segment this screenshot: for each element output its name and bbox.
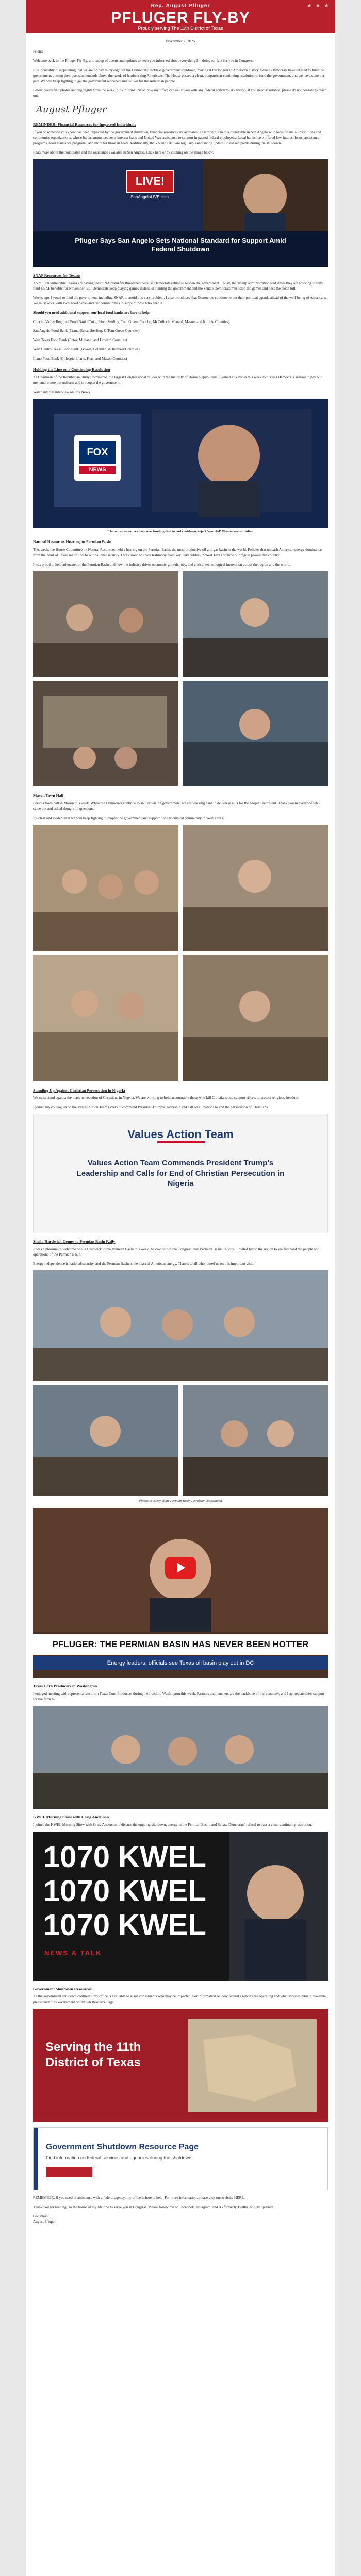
greeting: Friend, xyxy=(33,49,44,54)
resource-page-title: Government Shutdown Resource Page xyxy=(46,2142,199,2151)
kwel-logo-2: 1070 KWEL xyxy=(43,1874,206,1908)
thanks-text: Thank you for reading. To the honor of my lifetime to serve you in Congress. Please follow me on Facebook, Instagram, and X (formerly Twitter) to stay updated. xyxy=(33,2205,274,2209)
kwel-paragraph: I joined the KWEL Morning Show with Craig Anderson to discuss the ongoing shutdown, energy in the Permian Basin, and Senate Democrats' refusal to pass a clean continuing resolution. xyxy=(33,1822,313,1827)
intro-paragraph-3: Below, you'll find photos and highlights from the week, plus information on how my office can assist you with any federal concerns. As always, if you need assistance, please do not hesitate to reach out. xyxy=(33,88,327,98)
basin-caption: Photos courtesy of the Permian Basin Petroleum Association xyxy=(139,1499,222,1503)
hearing-photo xyxy=(33,571,178,677)
vat-headline: Values Action Team Commends President Trump's Leadership and Calls for End of Christian Persecution in Nigeria xyxy=(76,1158,285,1189)
shutdown-resources-heading: Government Shutdown Resources xyxy=(33,1986,92,1991)
fox-caption: House conservatives bash new funding deal to end shutdown, reject 'wasteful' Obamacare subsidies xyxy=(108,529,253,533)
fox-paragraph-2: Watch my full interview on Fox News. xyxy=(33,389,91,394)
reminder-more: Read more about the roundtable and the assistance available in San Angelo. Click here or by clicking on the image below. xyxy=(33,150,214,155)
kwel-logo-1: 1070 KWEL xyxy=(43,1840,206,1874)
mason-paragraph-2: It's clear and evident that we will keep fighting to reopen the government and support our agricultural community in West Texas. xyxy=(33,816,224,820)
nigeria-paragraph-1: We must stand against the mass persecution of Christians in Nigeria. We are working to hold accountable those who kill Christians and support efforts to protect religious freedom. xyxy=(33,1096,299,1100)
resource-page-sub: Find information on federal services and agencies during the shutdown xyxy=(46,2155,192,2160)
signoff-name: August Pfluger xyxy=(33,2219,56,2224)
banner-title: PFLUGER FLY-BY xyxy=(111,9,250,26)
food-bank-item[interactable]: San Angelo Food Bank (Crane, Ector, Sterling, & Tom Green Counties) xyxy=(33,329,140,333)
fox-heading: Holding the Line on a Continuing Resolution xyxy=(33,367,110,372)
reminder-heading: REMINDER: Financial Resources for Impacted Individuals xyxy=(33,122,136,127)
basin-photo xyxy=(33,1270,328,1381)
hearing-photo-grid xyxy=(33,571,328,788)
kwel-logo-3: 1070 KWEL xyxy=(43,1908,206,1942)
town-hall-photo xyxy=(183,955,328,1081)
basin-paragraph-1: It was a pleasure to welcome Sheila Hardwick to the Permian Basin this week. As co-chair of the Congressional Permian Basin Caucus, I invited her to the region to see firsthand the people and operations of the Permian Basin. xyxy=(33,1247,320,1257)
town-hall-photo xyxy=(183,825,328,951)
intro-paragraph-1: Welcome back to the Pfluger Fly-By, a roundup of events and updates to keep you informed about everything I'm doing to fight for you in Congress. xyxy=(33,59,254,63)
serving-text: Serving the 11th District of Texas xyxy=(45,2040,141,2070)
newsletter-date: November 7, 2025 xyxy=(166,39,195,43)
newsletter-banner xyxy=(26,0,335,33)
san-angelo-live-graphic[interactable] xyxy=(33,159,328,267)
shutdown-resources-body: As the government shutdown continues, my office is available to assist constituents who may be impacted. For information on how federal agencies are operating and what services remain available, please visit our Government Shutdown Resource Page. xyxy=(33,1994,327,2005)
play-button[interactable] xyxy=(165,1557,196,1579)
values-action-team-graphic[interactable] xyxy=(33,1114,328,1233)
snap-paragraph-2: Weeks ago, I voted to fund the government, including SNAP, to avoid this very problem. I also introduced that Democrats continue to put their political agenda ahead of the well-being of Americans. We must work with local food banks and our communities to support those who need it. xyxy=(33,296,327,306)
banner-subtitle: Proudly serving The 11th District of Texas xyxy=(138,26,223,31)
live-badge: LIVE! xyxy=(126,170,174,193)
signature: August Pfluger xyxy=(36,104,107,115)
food-bank-item[interactable]: Concho Valley Regional Food Bank (Coke, Irion, Sterling, Tom Green, Concho, McCulloch, Menard, Mason, and Kimble Counties) xyxy=(33,319,229,324)
stars-decoration: ★ ★ ★ xyxy=(306,3,330,9)
hearing-photo xyxy=(33,681,178,786)
basin-heading: Sheila Hardwick Comes to Permian Basin Rally xyxy=(33,1239,116,1244)
video-subtitle: Energy leaders, officials see Texas oil basin play out in DC xyxy=(33,1656,328,1670)
basin-photo xyxy=(33,1385,178,1496)
live-headline: Pfluger Says San Angelo Sets National Standard for Support Amid Federal Shutdown xyxy=(75,236,286,253)
fox-paragraph-1: As Chairman of the Republican Study Committee, the largest Congressional caucus with the majority of House Republicans, I joined Fox News this week to discuss Democrats' refusal to pay our men and women in uniform and to reopen the government. xyxy=(33,375,322,385)
kwel-heading: KWEL Morning Show with Craig Anderson xyxy=(33,1815,109,1820)
resource-page-accent xyxy=(34,2128,38,2190)
basin-paragraph-2: Energy independence is national security, and the Permian Basin is the heart of American energy. Thanks to all who joined us on this important visit. xyxy=(33,1262,254,1266)
food-bank-item[interactable]: Llano Food Bank (Gillespie, Llano, Kerr, and Mason Counties) xyxy=(33,356,127,361)
basin-photo xyxy=(183,1385,328,1496)
vat-underline xyxy=(157,1141,205,1143)
email-container xyxy=(26,0,335,2576)
nigeria-paragraph-2: I joined my colleagues on the Values Action Team (VAT) to commend President Trump's leadership and call on all nations to end the persecution of Christians. xyxy=(33,1105,269,1110)
hearing-photo xyxy=(183,681,328,786)
nigeria-heading: Standing Up Against Christian Persecution in Nigeria xyxy=(33,1088,125,1093)
video-title: PFLUGER: THE PERMIAN BASIN HAS NEVER BEEN HOTTER xyxy=(33,1634,328,1655)
fox-news-logo: FOX NEWS xyxy=(74,435,121,481)
resource-page-banner[interactable] xyxy=(33,2127,328,2190)
snap-paragraph-1: 3.5 million vulnerable Texans are having their SNAP benefits threatened because Democrats refuse to reopen the government. Today, the Trump administration told states they are working to fully fund SNAP benefits for November. But Democrats keep playing games instead of funding the government and the Senate Democrats must stop the games and pass the clean bill. xyxy=(33,281,323,291)
food-bank-item[interactable]: West Central Texas Food Bank (Brown, Coleman, & Runnels Counties) xyxy=(33,347,140,351)
permian-paragraph-1: This week, the House Committee on Natural Resources held a hearing on the Permian Basin, the most productive oil and gas basin in the world. Policies that unleash American energy dominance from the heart of Texas are critical to our national security. I was proud to share testimony from key stakeholders in West Texas on how our region powers the country. xyxy=(33,548,322,557)
intro-paragraph-2: It is incredibly disappointing that we are on day thirty-eight of the Democrats' reckless government shutdown, making it the longest in American history. Senate Democrats have refused to fund the government, putting their partisan demands above the needs of hardworking Americans. The House passed a clean, nonpartisan continuing resolution to fund the government, and we have done our part. We will keep fighting to get the government reopened and deliver for the American people. xyxy=(33,67,325,83)
mason-paragraph-1: I held a town hall in Mason this week. While the Democrats continue to shut down the government, we are working hard to deliver results for the people I represent. Thank you to everyone who came out and asked thoughtful questions. xyxy=(33,801,320,811)
vat-logo: Values Action Team xyxy=(127,1127,234,1141)
town-hall-photo xyxy=(33,825,178,951)
town-hall-photo-grid xyxy=(33,825,328,1082)
snap-heading: SNAP Resources for Texans xyxy=(33,273,81,278)
newsletter-content xyxy=(26,33,335,2225)
corn-photo xyxy=(33,1706,328,1809)
reminder-body: If you or someone you know has been impacted by the government shutdown, financial resources are available. Last month, I held a roundtable in San Angelo with local financial institutions and community organizations, whose banks announced zero-interest loans and United Way assistance to support impacted federal employees. Local banks have offered low-interest loans, assistance programs, food assistance programs, and more for those in need. Additionally, the VA and HHS are regularly announcing updates to aid recipients during the shutdown. xyxy=(33,130,321,146)
basin-photo-grid xyxy=(33,1270,328,1497)
resource-page-bar xyxy=(46,2167,92,2177)
live-url: SanAngeloLIVE.com xyxy=(130,194,169,199)
banner-top-text: Rep. August Pfluger xyxy=(151,3,210,9)
town-hall-photo xyxy=(33,955,178,1081)
corn-heading: Texas Corn Producers in Washington xyxy=(33,1683,97,1688)
food-bank-item[interactable]: West Texas Food Bank (Ector, Midland, and Howard Counties) xyxy=(33,338,127,343)
signoff: God bless, xyxy=(33,2214,49,2218)
corn-paragraph: I enjoyed meeting with representatives from Texas Corn Producers during their visit to Washington this week. Farmers and ranchers are the backbone of our economy, and I appreciate their support for the farm bill. xyxy=(33,1691,324,1702)
closing-text: REMEMBER, If you need of assistance with a federal agency, my office is here to help. For more information, please visit our website HERE. xyxy=(33,2195,245,2200)
snap-paragraph-3: Should you need additional support, our local food banks are here to help: xyxy=(33,310,151,315)
kwel-graphic[interactable] xyxy=(33,1832,328,1981)
permian-video-thumbnail[interactable] xyxy=(33,1508,328,1678)
mason-heading: Mason Town Hall xyxy=(33,793,63,798)
serving-district-graphic xyxy=(33,2009,328,2122)
permian-heading: Natural Resources Hearing on Permian Basin xyxy=(33,539,112,545)
play-icon xyxy=(177,1563,185,1573)
kwel-tagline: NEWS & TALK xyxy=(44,1948,102,1957)
permian-paragraph-2: I was proud to help advocate for the Permian Basin and how the industry drives economic growth, jobs, and critical technological innovation across the region and the world. xyxy=(33,562,291,567)
fox-news-video-thumbnail[interactable] xyxy=(33,399,328,528)
hearing-photo xyxy=(183,571,328,677)
